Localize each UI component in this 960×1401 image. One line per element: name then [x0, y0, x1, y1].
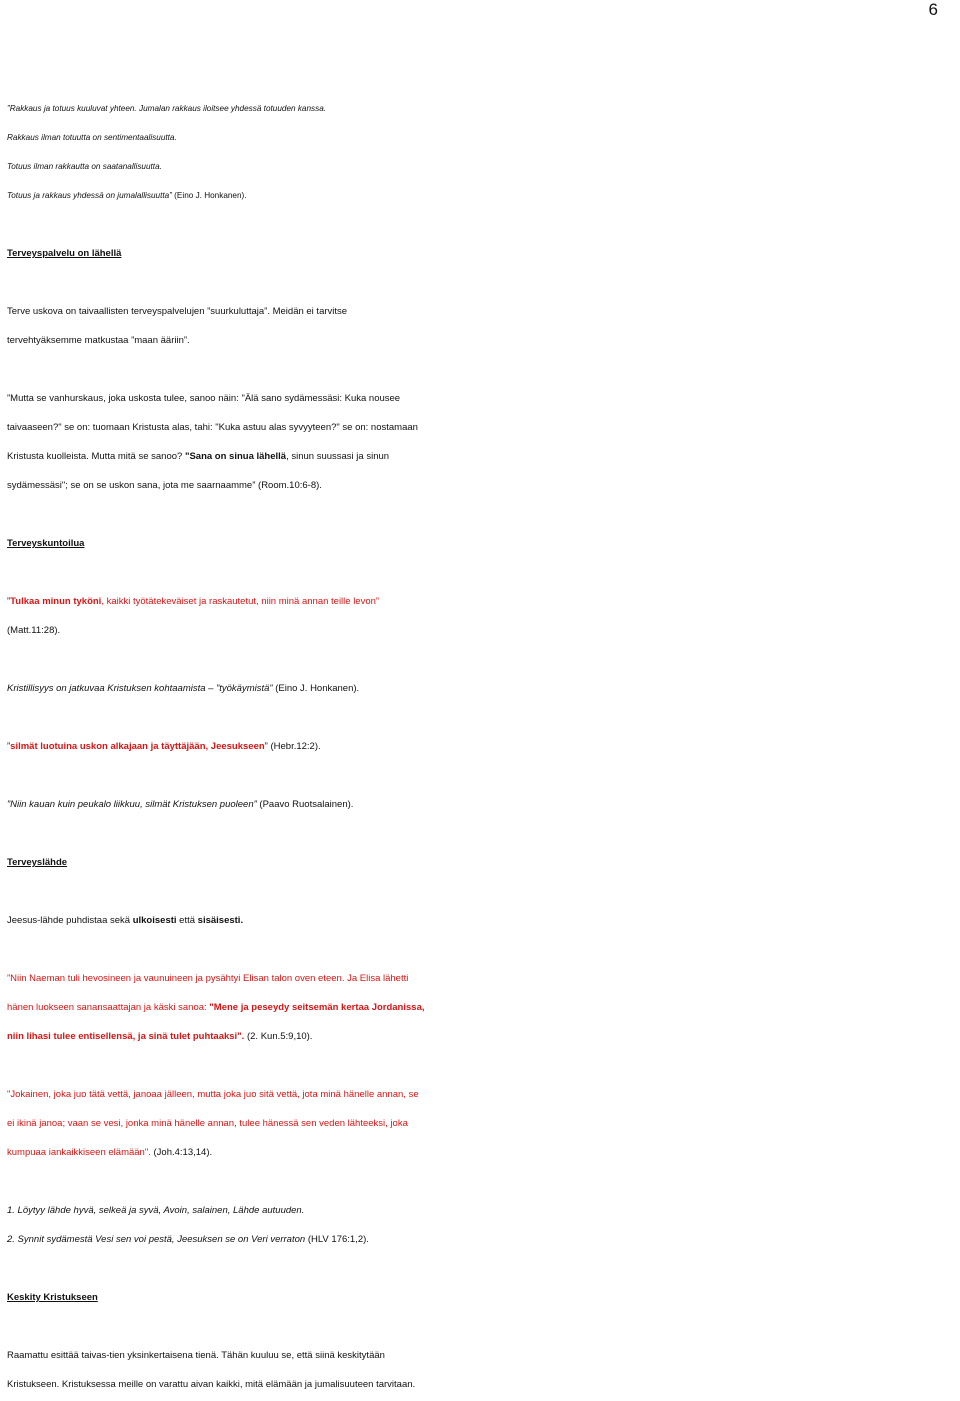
- quote-source: (HLV 176:1,2).: [305, 1234, 369, 1245]
- emphasis-text: sisäisesti.: [197, 915, 244, 926]
- emphasis-text: niin lihasi tulee entisellensä, ja sinä tulet puhtaaksi".: [7, 1031, 245, 1042]
- matthew-quote-line: [7, 587, 957, 616]
- quote-source: (2. Kun.5:9,10).: [244, 1031, 313, 1042]
- quote-text: 2. Synnit sydämestä Vesi sen voi pestä, Jeesuksen se on Veri verraton: [7, 1234, 306, 1245]
- quote-text: ”Niin kauan kuin peukalo liikkuu, silmät Kristuksen puoleen”: [7, 799, 257, 810]
- quote-text: , sinun suussasi ja sinun: [286, 451, 390, 462]
- quote-mark: ”: [7, 596, 11, 607]
- text: että: [176, 915, 198, 926]
- quote-line: ”Rakkaus ja totuus kuuluvat yhteen. Jumalan rakkaus iloitsee yhdessä totuuden kanssa.: [7, 104, 327, 113]
- emphasis-text: "Sana on sinua lähellä: [184, 451, 287, 462]
- romans-quote-line: ”Mutta se vanhurskaus, joka uskosta tulee, sanoo näin: "Älä sano sydämessäsi: Kuka nousee: [7, 393, 401, 404]
- quote-line: Rakkaus ilman totuutta on sentimentaalisuutta.: [7, 133, 177, 142]
- section-heading-terveyspalvelu: Terveyspalvelu on lähellä: [7, 248, 122, 259]
- paragraph-line: Kristukseen. Kristuksessa meille on varattu aivan kaikki, mitä elämään ja jumalisuuteen tarvitaan.: [7, 1379, 416, 1390]
- romans-quote-line: [7, 471, 957, 500]
- ruotsalainen-quote-line: [7, 790, 957, 819]
- quote-mark: ”: [7, 741, 11, 752]
- section-heading-terveyslahde: Terveyslähde: [7, 857, 68, 868]
- quote-text: hänen luokseen sanansaattajan ja käski sanoa:: [7, 1002, 210, 1013]
- quote-source: (Room.10:6-8).: [255, 480, 322, 491]
- john-quote-line: "Jokainen, joka juo tätä vettä, janoaa jälleen, mutta joka juo sitä vettä, jota minä hänelle annan, se: [7, 1089, 419, 1100]
- text: Jeesus-lähde puhdistaa sekä: [7, 915, 133, 926]
- kings-quote-line: ”Niin Naeman tuli hevosineen ja vaunuineen ja pysähtyi Elisan talon oven eteen. Ja Elisa lähetti: [7, 973, 409, 984]
- john-quote-line: [7, 1138, 957, 1167]
- kings-quote-line: [7, 1022, 957, 1051]
- section-heading-terveyskuntoilua: Terveyskuntoilua: [7, 538, 85, 549]
- quote-source: (Hebr.12:2).: [267, 741, 321, 752]
- quote-source: (Eino J. Honkanen).: [272, 683, 360, 694]
- emphasis-text: ulkoisesti: [132, 915, 177, 926]
- emphasis-text: "Mene ja peseydy seitsemän kertaa Jordanissa,: [209, 1002, 425, 1013]
- quote-text: Kristusta kuolleista. Mutta mitä se sanoo?: [7, 451, 185, 462]
- paragraph-line: [7, 906, 957, 935]
- quote-mark: ”: [264, 741, 268, 752]
- quote-line: Totuus ilman rakkautta on saatanallisuutta.: [7, 162, 162, 171]
- romans-quote-line: taivaaseen?" se on: tuomaan Kristusta alas, tahi: "Kuka astuu alas syvyyteen?" se on: nostamaan: [7, 422, 418, 433]
- document-body: [7, 94, 957, 1399]
- hymn-line: 1. Löytyy lähde hyvä, selkeä ja syvä, Avoin, salainen, Lähde autuuden.: [7, 1205, 305, 1216]
- section-heading-keskity: Keskity Kristukseen: [7, 1292, 98, 1303]
- quote-text: Kristillisyys on jatkuvaa Kristuksen kohtaamista – ”työkäymistä”: [7, 683, 273, 694]
- hebrews-quote-line: [7, 732, 957, 761]
- kings-quote-line: [7, 993, 957, 1022]
- paragraph-line: tervehtyäksemme matkustaa ”maan ääriin”.: [7, 335, 190, 346]
- quote-source: (Matt.11:28).: [7, 625, 61, 636]
- quote-text: Totuus ja rakkaus yhdessä on jumalallisuutta”: [7, 191, 172, 200]
- honkanen-quote: [7, 94, 957, 210]
- quote-text: , kaikki työtätekeväiset ja raskautetut, niin minä annan teille levon”: [101, 596, 380, 607]
- quote-text: kumpuaa iankaikkiseen elämään".: [7, 1147, 151, 1158]
- quote-source: (Eino J. Honkanen).: [171, 191, 247, 200]
- hymn-line: [7, 1225, 957, 1254]
- emphasis-text: Tulkaa minun tyköni: [10, 596, 102, 607]
- quote-line: [7, 181, 957, 210]
- page-number: 6: [928, 0, 938, 19]
- quote-text: sydämessäsi"; se on se uskon sana, jota me saarnaamme”: [7, 480, 256, 491]
- quote-source: (Paavo Ruotsalainen).: [256, 799, 354, 810]
- romans-quote-line: [7, 442, 957, 471]
- emphasis-text: silmät luotuina uskon alkajaan ja täyttäjään, Jeesukseen: [10, 741, 265, 752]
- paragraph-line: Terve uskova on taivaallisten terveyspalvelujen ”suurkuluttaja”. Meidän ei tarvitse: [7, 306, 348, 317]
- paragraph-line: [7, 674, 957, 703]
- quote-source: (Joh.4:13,14).: [150, 1147, 213, 1158]
- paragraph-line: Raamattu esittää taivas-tien yksinkertaisena tienä. Tähän kuuluu se, että siinä keskitytään: [7, 1350, 385, 1361]
- john-quote-line: ei ikinä janoa; vaan se vesi, jonka minä hänelle annan, tulee hänessä sen veden lähteeksi, joka: [7, 1118, 408, 1129]
